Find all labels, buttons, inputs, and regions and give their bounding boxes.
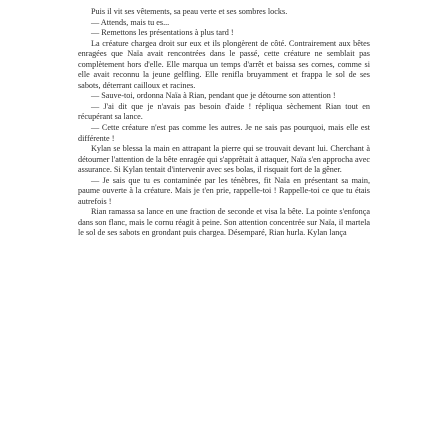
paragraph: La créature chargea droit sur eux et ils plongèrent de côté. Contrairement aux bêtes enragées que Naïa avait rencontrées dans le passé, cette créature ne semblait pas complètement hors d'elle. Elle marqua un temps d'arrêt et baissa ses cornes, comme si elle avait reconnu la jeune gelfling. Elle renifla bruyamment et frappa le sol de ses sabots, déterrant cailloux et racines.	[78, 38, 370, 90]
paragraph: — Sauve-toi, ordonna Naïa à Rian, pendant que je détourne son attention !	[91, 91, 336, 101]
paragraph: — Attends, mais tu es...	[91, 17, 170, 27]
paragraph: Kylan se blessa la main en attrapant la pierre qui se trouvait devant lui. Cherchant à détourner l'attention de la bête enragée qui s'apprêtait à attaquer, Naïa s'en approcha avec assurance. Si Kylan tentait d'intervenir avec ses bolas, il risquait fort de la gêner.	[78, 144, 370, 175]
paragraph: — J'ai dit que je n'avais pas besoin d'aide ! répliqua sèchement Rian tout en récupérant sa lance.	[78, 101, 370, 122]
paragraph: — Remettons les présentations à plus tard !	[91, 28, 234, 38]
paragraph: Puis il vit ses vêtements, sa peau verte et ses sombres locks.	[91, 7, 288, 16]
paragraph: Rian ramassa sa lance en une fraction de seconde et visa la bête. La pointe s'enfonça dans son flanc, mais le cornu réagit à peine. Son attention concentrée sur Naïa, il martela le sol de ses sabots en grondant puis chargea. Désemparé, Rian hurla. Kylan lança	[78, 207, 370, 238]
text-column	[78, 7, 370, 239]
paragraph: — Je sais que tu es contaminée par les ténèbres, fit Naïa en présentant sa main, paume ouverte à la créature. Mais je t'en prie, rappelle-toi ! Rappelle-toi ce que tu étais autrefois !	[78, 175, 370, 206]
paragraph: — Cette créature n'est pas comme les autres. Je ne sais pas pourquoi, mais elle est différente !	[78, 123, 370, 143]
